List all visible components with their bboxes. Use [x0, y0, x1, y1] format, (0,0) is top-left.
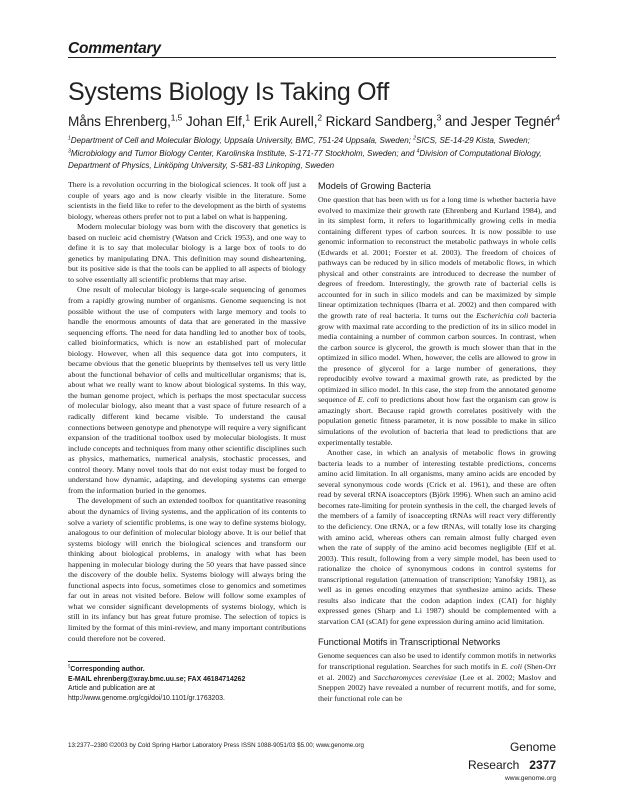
- corr-label-line: [68, 665, 306, 675]
- author-list: [68, 114, 560, 129]
- author-sup: 4: [555, 112, 561, 123]
- text-run: (Lee et al. 2002; Maslov and Sneppen 2002) have revealed a number of recurrent motifs, and for some, their functional role can be: [318, 672, 556, 703]
- author-sup: 1: [245, 112, 250, 123]
- author-name: Måns Ehrenberg,: [68, 114, 171, 129]
- body-paragraph: One result of molecular biology is large-scale sequencing of genomes from a rapidly growing number of organisms. Genome sequencing is not possible without the use of computers with large memory and tools to handle the enormous amounts of data that are generated in the massive sequencing efforts. The need for data handling led to another box of tools, called bioinformatics, which is now an established part of molecular biology. However, when all this sequence data got into computers, it became obvious that the genetic blueprints by themselves tell us very little about the functional behavior of cells and multicellular organisms; that is, about what we really want to know about biological systems. In this way, the human genome project, which is perhaps the most spectacular success of molecular biology, also meant that a vast space of future research of a radically different kind became visible. To understand the causal connections between genotype and phenotype will require a very significant expansion of the traditional toolbox used by molecular biologists. It must include concepts and techniques from many other scientific disciplines such as physics, mathematics, numerical analysis, stochastic processes, and control theory. Many novel tools that do not exist today must be forged to understand how dynamic, adapting, and developing systems can emerge from the information buried in the genomes.: [68, 285, 306, 495]
- author-name: and Jesper Tegnér: [441, 114, 556, 129]
- journal-website: www.genome.org: [505, 775, 556, 782]
- text-run: bacteria grow with maximal rate according to the prediction of its in silico model in media containing a number of common carbon sources. In contrast, when the carbon source is glycerol, the growth is much slower than that in the optimized in silico model. When, however, the cells are allowed to grow in the presence of glycerol for a large number of generations, they reproducibly evolve toward a maximal growth rate, as predicted by the optimized in silico model. In this case, the step from the annotated genome sequence of: [318, 311, 557, 405]
- footer-citation: 13:2377–2380 ©2003 by Cold Spring Harbor Laboratory Press ISSN 1088-9051/03 $5.00; www.genome.org: [68, 742, 364, 749]
- corr-label: Corresponding author.: [70, 666, 145, 673]
- corr-email: E-MAIL ehrenberg@xray.bmc.uu.se; FAX 46184714262: [68, 675, 246, 683]
- left-column: [68, 180, 306, 644]
- text-run: (Shen-Orr et al. 2002) and: [318, 661, 556, 682]
- affil-sup: 3: [68, 147, 71, 154]
- affil-sup: 1: [68, 135, 71, 142]
- author-sup: 2: [317, 112, 322, 123]
- header-rule: [68, 57, 556, 58]
- body-paragraph: [318, 195, 556, 448]
- author-sup: 3: [436, 112, 442, 123]
- section-heading: Models of Growing Bacteria: [318, 181, 431, 191]
- body-paragraph: Another case, in which an analysis of metabolic flows in growing bacteria leads to a number of interesting testable predictions, concerns amino acid limitation. In all organisms, many amino acids are encoded by several synonymous code words (Crick et al. 1961), and these are often read by several tRNA isoacceptors (Björk 1996). When such an amino acid becomes rate-limiting for protein synthesis in the cell, the charged levels of the members of a family of isoaccepting tRNAs will react very differently to the deficiency. One tRNA, or a few tRNAs, will totally lose its charging with amino acid, whereas others can remain almost fully charged even when the rate of supply of the amino acid becomes negligible (Elf et al. 2003). This result, following from a very simple model, has been used to rationalize the choice of synonymous codons in control systems for transcriptional regulation (attenuation of transcription; Yanofsky 1981), as well as in genes encoding enzymes that synthesize amino acids. These results also indicate that the codon adaption index (CAI) for highly expressed genes (Sharp and Li 1987) should be complemented with a starvation CAI (sCAI) for gene expression during amino acid limitation.: [318, 448, 556, 626]
- affil-text: SICS, SE-14-29 Kista, Sweden;: [416, 136, 530, 145]
- affiliations: [68, 135, 556, 173]
- species-name: E. coli: [357, 395, 379, 405]
- section-heading: Functional Motifs in Transcriptional Networks: [318, 637, 501, 648]
- affil-sup: 2: [413, 135, 417, 142]
- species-name: Escherichia coli: [476, 311, 529, 321]
- corr-sup: 5: [68, 663, 71, 669]
- author-sup: 1,5: [170, 112, 183, 123]
- page-number: 2377: [529, 758, 556, 772]
- affil-text: Department of Cell and Molecular Biology, Uppsala University, BMC, 751-24 Uppsala, Sweden;: [70, 136, 414, 145]
- author-name: Rickard Sandberg,: [321, 114, 437, 129]
- affil-sup: 4: [416, 147, 420, 154]
- text-run: to predictions about how fast the organism can grow is amazingly short. Because rapid growth correlates positively with the population genetic fitness parameter, it is now possible to make in silico simulations of the evolution of bacteria that lead to predictions that are experimentally testable.: [318, 395, 556, 447]
- journal-name: Genome Research: [467, 740, 556, 772]
- author-name: Johan Elf,: [182, 114, 246, 129]
- corr-article: Article and publication are at http://www.genome.org/cgi/doi/10.1101/gr.1763203.: [68, 685, 225, 702]
- section-label: Commentary: [68, 40, 161, 57]
- author-name: Erik Aurell,: [249, 114, 318, 129]
- body-paragraph: The development of such an extended toolbox for quantitative reasoning about the dynamics of living systems, and the application of its contents to solve a variety of scientific problems, is one way to define systems biology, analogous to our definition of molecular biology above. It is our belief that systems biology will enrich the biological sciences and transform our thinking about biological problems, in analogy with what has been happening in molecular biology during the 50 years that have passed since the discovery of the double helix. Systems biology will always bring the functional aspects into focus, sometimes close to genomics and sometimes far out in areas not visited before. Below will follow some examples of what we consider significant developments of systems biology, which is still in its infancy but has great future promise. The selection of topics is limited by the format of this mini-review, and many important contributions could therefore not be covered.: [68, 496, 306, 643]
- affil-text: Division of Computational Biology, Department of Physics, Linköping University, S-581-83 Linkoping, Sweden: [68, 148, 542, 171]
- footer-journal-block: [428, 738, 556, 782]
- text-run: Genome sequences can also be used to identify common motifs in networks for transcriptional regulation. Searches for such motifs in: [318, 651, 556, 671]
- body-paragraph: There is a revolution occurring in the biological sciences. It took off just a couple of years ago and is now clearly visible in the literature. Some scientists in the field like to refer to the development as the birth of systems biology, whereas others prefer not to put a label on what is happening.: [68, 180, 306, 221]
- body-paragraph: [318, 651, 556, 704]
- body-paragraph: Modern molecular biology was born with the discovery that genetics is based on nucleic acid chemistry (Watson and Crick 1953), and one way to define it is to say that molecular biology is a large box of tools to do genetics by manipulating DNA. This definition may sound disheartening, but its positive side is that the tools can be applied to all aspects of biology to solve essentially all scientific problems that may arise.: [68, 222, 306, 284]
- footnote-rule: [68, 661, 120, 662]
- species-name: E. coli: [501, 661, 523, 671]
- affil-text: Microbiology and Tumor Biology Center, Karolinska Institute, S-171-77 Stockholm, Sweden; and: [70, 148, 417, 158]
- text-run: One question that has been with us for a long time is whether bacteria have evolved to maximize their growth rate (Ehrenberg and Kurland 1984), and in its simplest form, it refers to logarithmically growing cells in media containing different types of carbon sources. It is now possible to use genomic information to reconstruct the metabolic pathways in whole cells (Edwards et al. 2001; Forster et al. 2003). The freedom of choices of pathways can be reduced by in silico models of metabolic flows, in which physical and other constraints are introduced to decrease the number of degrees of freedom. Interestingly, the growth rate of bacterial cells is accounted for in such in silico models and can be maximized by simple linear optimization techniques (Ibarra et al. 2002) and then compared with the growth rate of real bacteria. It turns out the: [318, 195, 556, 321]
- right-column: [318, 180, 556, 704]
- article-title: Systems Biology Is Taking Off: [68, 78, 390, 106]
- species-name: Saccharomyces cerevisiae: [373, 672, 457, 682]
- correspondence-note: [68, 665, 306, 703]
